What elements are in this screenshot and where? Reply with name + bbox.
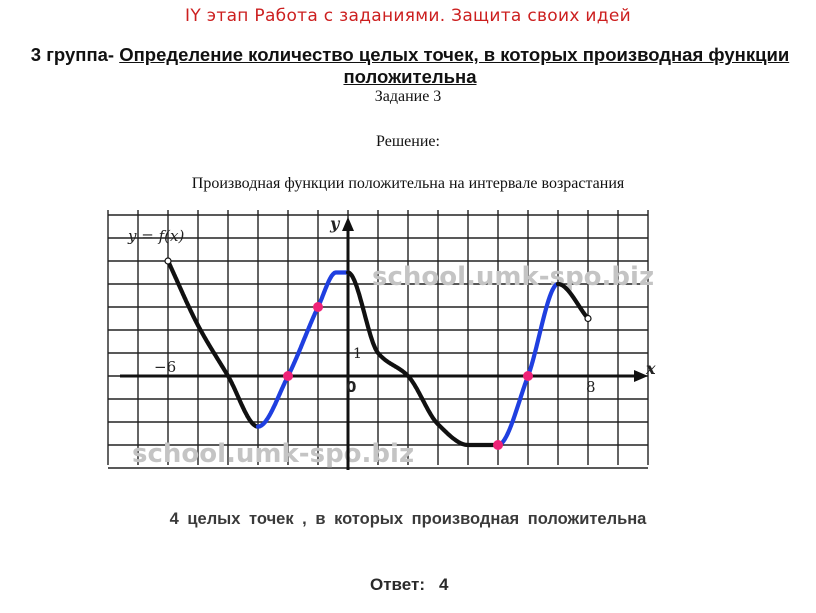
tick-label-y1: 1 [353,346,362,362]
watermark-bottom: school.umk-spo.biz [132,439,415,469]
watermark-top: school.umk-spo.biz [372,262,655,292]
open-endpoint [165,258,171,264]
curve-increasing-segment [258,273,348,427]
marked-integer-point [523,371,533,381]
solution-label: Решение: [376,133,440,150]
y-axis-label: y [330,214,340,233]
y-axis-arrow [342,217,354,231]
curve-decreasing-segment [168,261,258,427]
marked-integer-point [313,302,323,312]
marked-integer-point [493,440,503,450]
axes [120,217,648,470]
explanation-text: Производная функции положительна на интервале возрастания [191,175,625,192]
stage-title: IY этап Работа с заданиями. Защита своих идей [185,6,631,26]
group-topic: Определение количество целых точек, в которых производная функции положительна [119,44,790,87]
open-endpoint [585,316,591,322]
grid-lines [108,210,648,468]
function-label: y = f(x) [128,227,185,245]
marked-integer-point [283,371,293,381]
tick-label-neg6: −6 [154,358,177,376]
group-prefix: 3 группа- [30,44,120,65]
task-label: Задание 3 [374,88,442,105]
answer-label: Ответ: [370,575,425,594]
answer [370,575,448,595]
x-axis-label: x [646,359,656,378]
summary-text: 4 целых точек , в которых производная положительна [169,510,647,528]
tick-label-8: 8 [586,378,596,396]
tick-label-origin: 0 [346,378,357,396]
curve-decreasing-segment [348,273,498,446]
answer-value: 4 [439,575,449,594]
